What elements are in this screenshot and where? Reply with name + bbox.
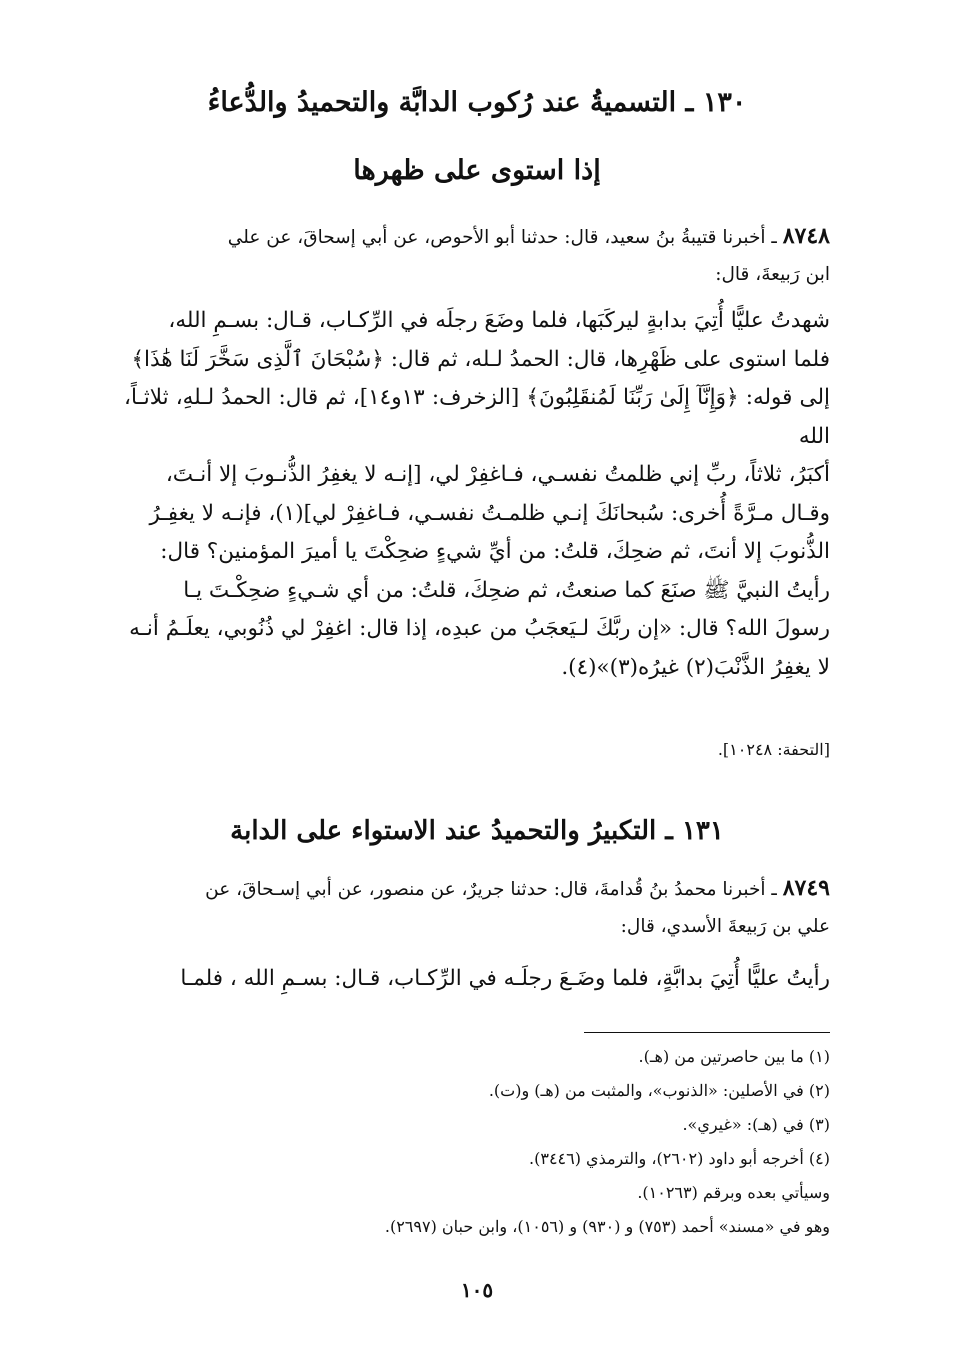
isnad-line: ٨٧٤٩ ـ أخبرنا محمدُ بنُ قُدامةَ، قال: حدثنا جريرٌ، عن منصور، عن أبي إسـحاقَ، عن xyxy=(205,875,830,901)
isnad-line: ابن رَبيعةَ، قال: xyxy=(715,264,830,285)
hadith-8749-isnad xyxy=(124,870,830,945)
footnote: وهو في «مسند» أحمد (٧٥٣) و (٩٣٠) و (١٠٥٦)، وابن حبان (٢٦٩٧). xyxy=(384,1217,830,1236)
footnote: (٤) أخرجه أبو داود (٢٦٠٢)، والترمذي (٣٤٤٦). xyxy=(529,1149,830,1168)
footnote: (٢) في الأصلين: «الذنوب»، والمثبت من (هـ) و(ت). xyxy=(488,1081,830,1100)
isnad-line: علي بن رَبيعةَ الأسدي، قال: xyxy=(620,916,830,937)
matn-line: لا يغفِرُ الذَّنْبَ(٢) غيرُه(٣)»(٤). xyxy=(561,654,830,680)
matn-line: فلما استوى على ظَهْرِها، قال: الحمدُ لـله، ثم قال: ﴿سُبْحَانَ ٱلَّذِى سَخَّرَ لَنَا هَٰذَا﴾ xyxy=(131,346,830,372)
footnotes xyxy=(124,1040,830,1244)
matn-line: رأيتُ عليًّا أُتِيَ بدابَّةٍ، فلما وضَـعَ رجلَـه في الرِّكـاب، قـال: بسـمِ الله ، فلمـا xyxy=(180,966,830,991)
chapter-131-heading: ١٣١ ـ التكبيرُ والتحميدُ عند الاستواء على الدابة xyxy=(230,816,724,846)
hadith-8748-matn xyxy=(124,302,830,687)
hadith-8749-matn xyxy=(124,960,830,999)
footnote: (٣) في (هـ): «غيري». xyxy=(682,1115,830,1134)
hadith-8748-isnad xyxy=(124,218,830,293)
matn-line: الذُّنوبَ إلا أنتَ، ثم ضحِكَ، قلتُ: من أيِّ شيءٍ ضحِكْتَ يا أميرَ المؤمنين؟ قال: xyxy=(160,539,830,564)
matn-line: وقـال مـرَّةً أُخرى: سُبحانَكَ إنـي ظلمـتُ نفسـي، فـاغفِرْ لي](١)، فإنـه لا يغفِـرُ xyxy=(149,500,830,526)
hadith-number: ٨٧٤٨ xyxy=(782,223,830,249)
footnote-separator xyxy=(584,1032,830,1033)
page-number: ١٠٥ xyxy=(460,1278,494,1302)
hadith-number: ٨٧٤٩ xyxy=(782,875,830,901)
chapter-130-heading: ١٣٠ ـ التسميةُ عند رُكوب الدابَّة والتحميدُ والدُّعاءُ xyxy=(207,87,747,118)
isnad-line: ٨٧٤٨ ـ أخبرنا قتيبةُ بنُ سعيد، قال: حدثنا أبو الأحوص، عن أبي إسحاقَ، عن علي xyxy=(227,223,830,249)
matn-line: شهدتُ عليًّا أُتِيَ بدابةٍ ليركَبَها، فلما وضَعَ رجلَه في الرِّكـاب، قـال: بسـمِ الله، xyxy=(168,308,830,333)
matn-line: أكبَرُ، ثلاثاً، ربِّ إني ظلمتُ نفسـي، فـاغفِرْ لي، [إنـه لا يغفِرُ الذُّنـوبَ إلا أنـتَ، xyxy=(165,462,830,487)
tuhfa-reference: [التحفة: ١٠٢٤٨]. xyxy=(717,740,830,759)
matn-line: رأيتُ النبيَّ ﷺ صنَعَ كما صنعتُ، ثم ضحِكَ، قلتُ: من أي شـيءٍ ضحِكْـتَ يـا xyxy=(183,577,830,603)
matn-line: رسولَ الله؟ قال: «إن ربَّكَ لـيَعجَبُ من عبدِه، إذا قال: اغفِرْ لي ذُنُوبي، يعلَـمُ أنـه xyxy=(129,616,830,641)
matn-line: إلى قوله: ﴿وَإِنَّآ إِلَىٰ رَبِّنَا لَمُنقَلِبُونَ﴾ [الزخرف: ١٣و١٤]، ثم قال: الحمدُ لـلهِ، ثلاثـاً، الله xyxy=(124,385,830,449)
chapter-130-subheading: إذا استوى على ظهرها xyxy=(353,155,601,186)
footnote: وسيأتي بعده وبرقم (١٠٢٦٣). xyxy=(637,1183,830,1202)
footnote: (١) ما بين حاصرتين من (هـ). xyxy=(638,1047,830,1066)
